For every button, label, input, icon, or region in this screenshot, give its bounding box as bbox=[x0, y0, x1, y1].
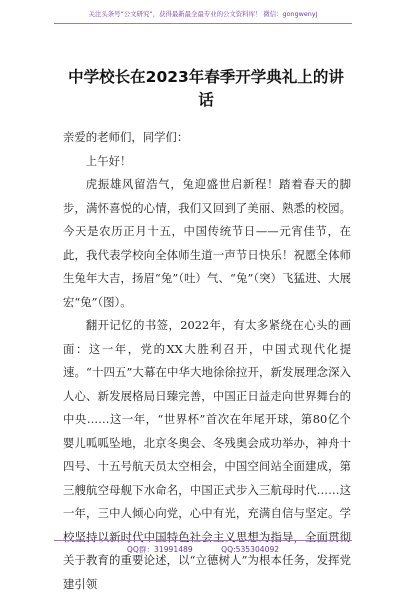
body-paragraph-2: 翻开记忆的书签，2022年，有太多紧绕在心头的画面：这一年，党的XX大胜利召开，中国式现代化提速。“十四五”大幕在中华大地徐徐拉开，新发展理念深入人心、新发展格局日臻完善，中国正日益走向世界舞台的中央……这一年，“世界杯”首次在年尾开球，第80亿个婴儿呱呱坠地，北京冬奥会、冬残奥会成功举办，神舟十四号、十五号航天员太空相会，中国空间站全面建成，第三艘航空母舰下水命名，中国正式步入三航母时代……这一年，三中人倾心向党，心中有光，充满自信与坚定。学校坚持以新时代中国特色社会主义思想为指导，全面贯彻关于教育的重要论述，以“立德树人”为根本任务，发挥党建引领 bbox=[63, 318, 351, 591]
header-banner: 关注头条号“公文研究”，获得最新最全最专业的公文资料库！ 微信：gongwenyj bbox=[54, 6, 352, 24]
document-title: 中学校长在2023年春季开学典礼上的讲话 bbox=[68, 68, 344, 109]
salutation: 亲爱的老师们，同学们： bbox=[63, 130, 189, 144]
document-body bbox=[63, 126, 351, 596]
footer-qq: QQ:535304092 bbox=[221, 545, 280, 554]
body-paragraph-1: 虎振雄风留浩气，兔迎盛世启新程！踏着春天的脚步，满怀喜悦的心情，我们又回到了美丽、熟悉的校园。今天是农历正月十五，中国传统节日——元宵佳节，在此，我代表学校向全体师生道一声节日快乐！祝愿全体师生兔年大吉，扬眉“兔”（吐）气、“兔”（突）飞猛进、大展宏“兔”（图）。 bbox=[63, 177, 351, 309]
page-footer bbox=[54, 540, 352, 559]
greeting: 上午好！ bbox=[85, 153, 132, 168]
footer-qq-group: QQ群：31991489 bbox=[126, 545, 193, 554]
